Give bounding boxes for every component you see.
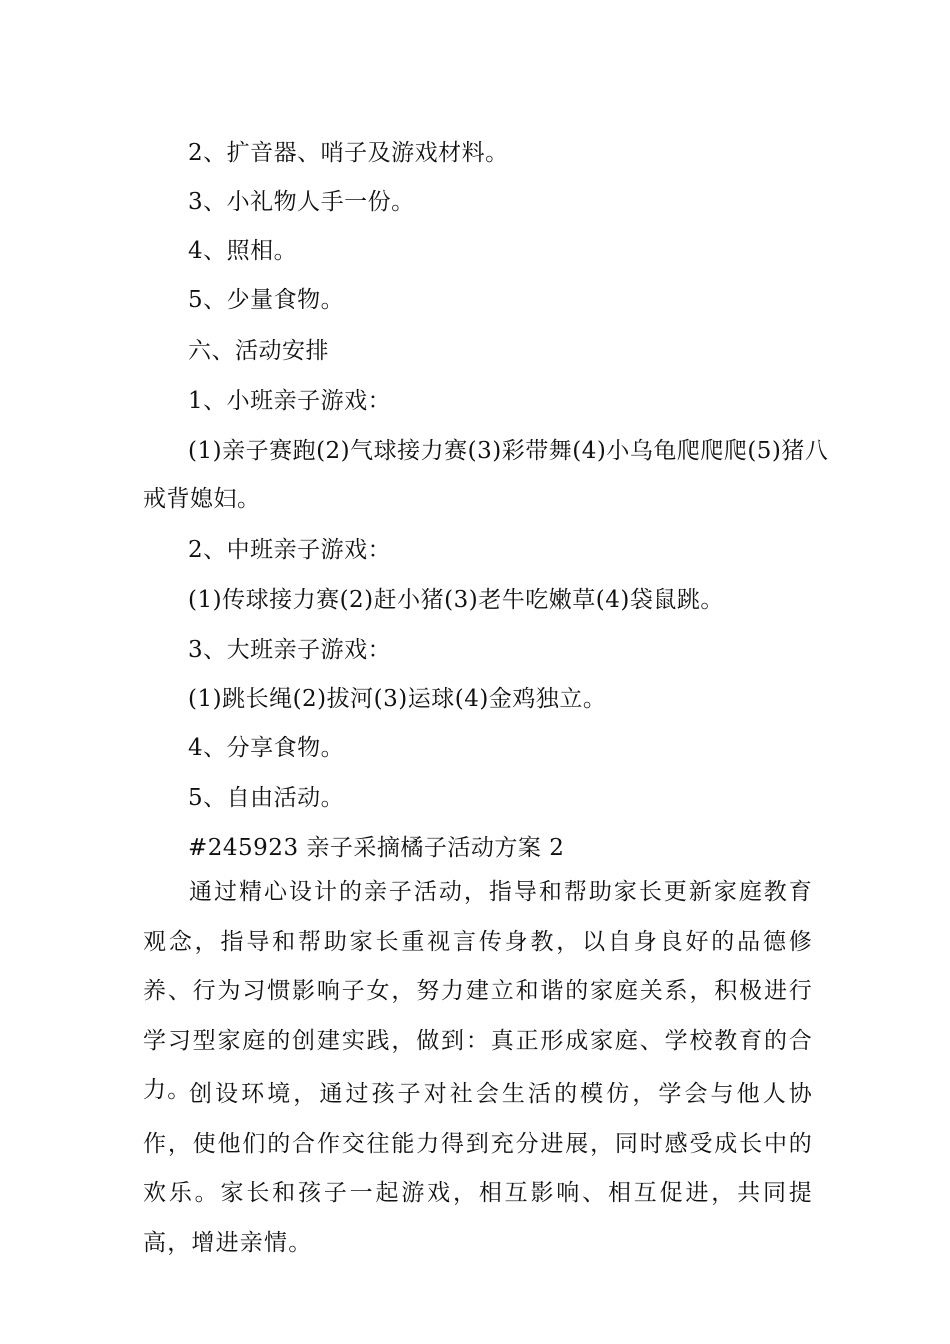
material-item-5: 5、少量食物。 xyxy=(188,287,345,313)
body-paragraph-2: 创设环境，通过孩子对社会生活的模仿，学会与他人协作，使他们的合作交往能力得到充分进展，同时感受成长中的欢乐。家长和孩子一起游戏，相互影响、相互促进，共同提高，增进亲情。 xyxy=(143,1081,813,1256)
large-class-heading: 3、大班亲子游戏： xyxy=(188,637,392,663)
middle-class-heading: 2、中班亲子游戏： xyxy=(188,537,392,563)
small-class-games: (1)亲子赛跑(2)气球接力赛(3)彩带舞(4)小乌龟爬爬爬(5)猪八 xyxy=(188,438,829,464)
material-item-2: 2、扩音器、哨子及游戏材料。 xyxy=(188,140,509,166)
material-item-3: 3、小礼物人手一份。 xyxy=(188,189,415,215)
share-food-item: 4、分享食物。 xyxy=(188,735,345,761)
section-heading-activity-schedule: 六、活动安排 xyxy=(188,338,329,364)
middle-class-games: (1)传球接力赛(2)赶小猪(3)老牛吃嫩草(4)袋鼠跳。 xyxy=(188,587,724,613)
material-item-4: 4、照相。 xyxy=(188,238,298,264)
free-activity-item: 5、自由活动。 xyxy=(188,785,345,811)
body-paragraph-1: 通过精心设计的亲子活动，指导和帮助家长更新家庭教育观念，指导和帮助家长重视言传身教，以自身良好的品德修养、行为习惯影响子女，努力建立和谐的家庭关系，积极进行学习型家庭的创建实践，做到：真正形成家庭、学校教育的合力。 xyxy=(143,879,813,1103)
small-class-games-continued: 戒背媳妇。 xyxy=(143,486,261,512)
plan-title: #245923 亲子采摘橘子活动方案 2 xyxy=(188,835,565,861)
small-class-heading: 1、小班亲子游戏： xyxy=(188,388,392,414)
large-class-games: (1)跳长绳(2)拔河(3)运球(4)金鸡独立。 xyxy=(188,686,607,712)
